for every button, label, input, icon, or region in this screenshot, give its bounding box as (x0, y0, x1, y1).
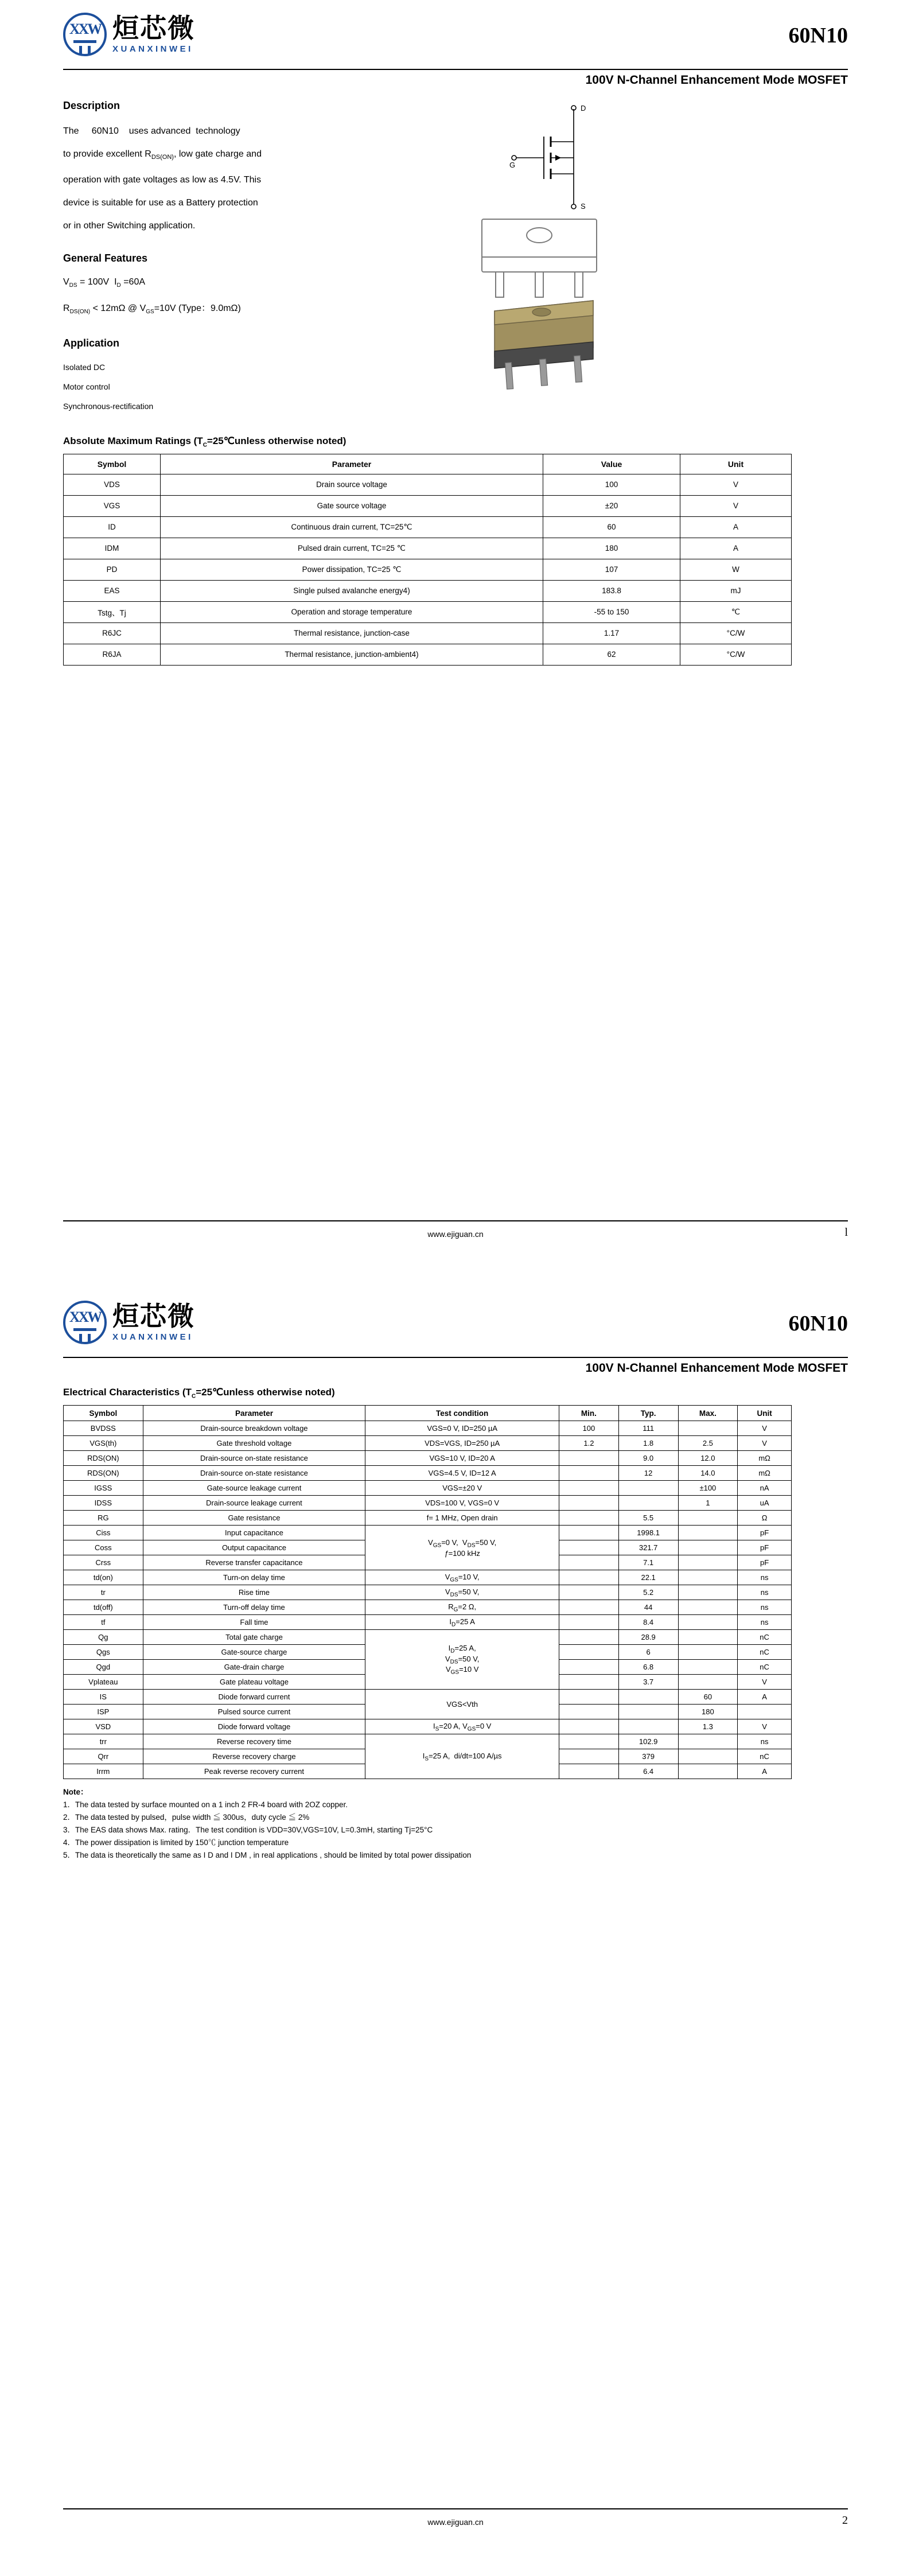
table-row: td(off) Turn-off delay time $R_G=2$ Ω, 44 ns (64, 1600, 792, 1615)
table-row: VDS Drain source voltage 100 V (64, 474, 792, 495)
logo-english-name: XUANXINWEI (112, 44, 193, 54)
table-row: R6JA Thermal resistance, junction-ambient4) 62 °C/W (64, 644, 792, 665)
table-row: Qg Total gate charge $I_D=25$ A, $V_{DS}=50$ V, $V_{GS}=10$ V 28.9 nC (64, 1630, 792, 1645)
description-line-4: device is suitable for use as a Battery protection (63, 198, 258, 208)
table-row: VSD Diode forward voltage $I_S=20$ A, $V_{GS}=0$ V 1.3 V (64, 1719, 792, 1734)
table-row: RG Gate resistance f= 1 MHz, Open drain 5.5 Ω (64, 1511, 792, 1526)
col-parameter: Parameter (161, 454, 543, 474)
company-logo-2 (63, 1301, 195, 1344)
general-features-heading: General Features (63, 252, 148, 264)
logo-bar-4 (79, 1334, 91, 1342)
package-drawing (465, 215, 631, 392)
svg-text:S: S (581, 202, 586, 211)
note-item-1: 1．The data tested by surface mounted on a 1 inch 2 FR-4 board with 2OZ copper. (63, 1800, 348, 1810)
logo-mark-text-2: XXW (69, 1309, 101, 1325)
table-row: Vplateau Gate plateau voltage 3.7 V (64, 1675, 792, 1690)
table-row: RDS(ON) Drain-source on-state resistance VGS=4.5 V, ID=12 A 12 14.0 mΩ (64, 1466, 792, 1481)
table-row: td(on) Turn-on delay time $V_{GS}=10$ V, 22.1 ns (64, 1570, 792, 1585)
logo-mark-text: XXW (69, 21, 101, 37)
company-logo (63, 13, 195, 56)
part-number-title-2: 60N10 (788, 1312, 848, 1336)
table-row: IDSS Drain-source leakage current VDS=100 V, VGS=0 V 1 uA (64, 1496, 792, 1511)
description-heading: Description (63, 100, 120, 111)
absolute-maximum-ratings-table (63, 454, 792, 666)
application-item-1: Isolated DC (63, 362, 106, 372)
col-parameter: Parameter (143, 1406, 365, 1421)
footer-url-2: www.ejiguan.cn (427, 2517, 484, 2527)
table-row: Qgd Gate-drain charge 6.8 nC (64, 1660, 792, 1675)
table-row: EAS Single pulsed avalanche energy4) 183.8 mJ (64, 580, 792, 601)
table-header-row (64, 454, 792, 474)
logo-mark-icon (63, 13, 107, 56)
abs-max-title: Absolute Maximum Ratings ($T_C=25℃unless$ otherwise noted) (63, 435, 347, 448)
col-max: Max. (678, 1406, 738, 1421)
description-line-3: operation with gate voltages as low as 4.5V. This (63, 175, 262, 185)
cond-td-on: $V_{GS}=10$ V, (365, 1570, 559, 1585)
table-row: RDS(ON) Drain-source on-state resistance VGS=10 V, ID=20 A 9.0 12.0 mΩ (64, 1451, 792, 1466)
table-row: Ciss Input capacitance $V_{GS}=0$ V, $V_{DS}=50$ V, ƒ=100 kHz 1998.1 pF (64, 1526, 792, 1540)
logo-english-name-2: XUANXINWEI (112, 1332, 193, 1342)
page-1-footer (63, 1220, 848, 1239)
table-row: IGSS Gate-source leakage current VGS=±20 V ±100 nA (64, 1481, 792, 1496)
svg-text:D: D (581, 104, 586, 112)
application-item-2: Motor control (63, 382, 110, 391)
table-row: IS Diode forward current VGS<Vth 60 A (64, 1690, 792, 1705)
table-row: Irrm Peak reverse recovery current 6.4 A (64, 1764, 792, 1779)
table-row: trr Reverse recovery time $I_S=25$ A, di/dt=100 A/µs 102.9 ns (64, 1734, 792, 1749)
cond-vsd: $I_S=20$ A, $V_{GS}=0$ V (365, 1719, 559, 1734)
application-item-3: Synchronous-rectification (63, 401, 154, 411)
part-number-title: 60N10 (788, 24, 848, 48)
col-min: Min. (559, 1406, 619, 1421)
description-line-1: The 60N10 uses advanced technology (63, 126, 240, 136)
table-row: tf Fall time $I_D=25$ A 8.4 ns (64, 1615, 792, 1630)
table-row: Tstg、Tj Operation and storage temperature -55 to 150 ℃ (64, 601, 792, 622)
document-subtitle-2: 100V N-Channel Enhancement Mode MOSFET (585, 1361, 848, 1375)
table-row: Crss Reverse transfer capacitance 7.1 pF (64, 1555, 792, 1570)
col-test-condition: Test condition (365, 1406, 559, 1421)
table-header-row (64, 1406, 792, 1421)
electrical-title: Electrical Characteristics ($T_C=25℃unless$ otherwise noted) (63, 1387, 335, 1400)
logo-chinese-name: 烜芯微 (112, 13, 195, 44)
footer-divider-2 (63, 2508, 848, 2509)
feature-vds: $V_{DS} = 100V$ $I_D =60A$ (63, 277, 146, 289)
page-number: l (844, 1226, 848, 1239)
col-typ: Typ. (618, 1406, 678, 1421)
table-row: Qgs Gate-source charge 6 nC (64, 1645, 792, 1660)
logo-bar-3 (73, 1328, 96, 1331)
footer-url: www.ejiguan.cn (427, 1229, 484, 1239)
page-2 (0, 1288, 911, 2576)
col-unit: Unit (680, 454, 792, 474)
table-row: Coss Output capacitance 321.7 pF (64, 1540, 792, 1555)
cond-tr: $V_{DS}=50$ V, (365, 1585, 559, 1600)
col-unit: Unit (738, 1406, 792, 1421)
document-subtitle: 100V N-Channel Enhancement Mode MOSFET (585, 73, 848, 87)
table-row: R6JC Thermal resistance, junction-case 1.17 °C/W (64, 622, 792, 644)
table-row: ID Continuous drain current, TC=25℃ 60 A (64, 516, 792, 538)
note-item-3: 3．The EAS data shows Max. rating．The test condition is VDD=30V,VGS=10V, L=0.3mH, starting Tj=25°C (63, 1826, 433, 1835)
electrical-characteristics-table (63, 1405, 792, 1779)
col-symbol: Symbol (64, 454, 161, 474)
table-row: tr Rise time $V_{DS}=50$ V, 5.2 ns (64, 1585, 792, 1600)
logo-bar (73, 40, 96, 43)
note-item-4: 4．The power dissipation is limited by 150℃ junction temperature (63, 1838, 289, 1847)
feature-rdson: $R_{DS(ON)} < 12m\Omega$ @ $V_{GS}=10V$ (Type：9.0mΩ) (63, 303, 241, 316)
page-number-2: 2 (842, 2514, 848, 2527)
logo-chinese-name-2: 烜芯微 (112, 1301, 195, 1332)
cond-td-off: $R_G=2$ Ω, (365, 1600, 559, 1615)
table-row: VGS Gate source voltage ±20 V (64, 495, 792, 516)
description-line-2: to provide excellent $R_{DS(ON)}$, low gate charge and (63, 149, 262, 161)
col-symbol: Symbol (64, 1406, 143, 1421)
condition-gate-charge: $I_D=25$ A, $V_{DS}=50$ V, $V_{GS}=10$ V (365, 1630, 559, 1690)
table-row: ISP Pulsed source current 180 (64, 1705, 792, 1719)
table-row: PD Power dissipation, TC=25 ℃ 107 W (64, 559, 792, 580)
mosfet-schematic-symbol (482, 103, 631, 212)
page-2-header (63, 1288, 848, 1357)
cond-tf: $I_D=25$ A (365, 1615, 559, 1630)
application-heading: Application (63, 337, 119, 349)
svg-text:G: G (509, 161, 516, 169)
table-row: IDM Pulsed drain current, TC=25 ℃ 180 A (64, 538, 792, 559)
page-2-footer (63, 2508, 848, 2527)
table-row: VGS(th) Gate threshold voltage VDS=VGS, ID=250 µA 1.2 1.8 2.5 V (64, 1436, 792, 1451)
table-row: BVDSS Drain-source breakdown voltage VGS=0 V, ID=250 µA 100 111 V (64, 1421, 792, 1436)
page-header (63, 0, 848, 69)
logo-mark-icon-2 (63, 1301, 107, 1344)
description-line-5: or in other Switching application. (63, 221, 196, 231)
header-divider (63, 69, 848, 70)
footer-divider (63, 1220, 848, 1221)
notes-heading: Note： (63, 1788, 88, 1797)
note-item-5: 5．The data is theoretically the same as I D and I DM , in real applications , should be limited by total power dissipation (63, 1851, 472, 1860)
condition-recovery: $I_S=25$ A, di/dt=100 A/µs (365, 1734, 559, 1779)
header-divider-2 (63, 1357, 848, 1358)
condition-diode: VGS<Vth (365, 1690, 559, 1719)
condition-capacitance: $V_{GS}=0$ V, $V_{DS}=50$ V, ƒ=100 kHz (365, 1526, 559, 1570)
col-value: Value (543, 454, 680, 474)
notes-block (63, 1786, 848, 1862)
logo-bar-2 (79, 46, 91, 54)
table-row: Qrr Reverse recovery charge 379 nC (64, 1749, 792, 1764)
note-item-2: 2．The data tested by pulsed，pulse width ≦ 300us，duty cycle ≦ 2% (63, 1813, 310, 1822)
